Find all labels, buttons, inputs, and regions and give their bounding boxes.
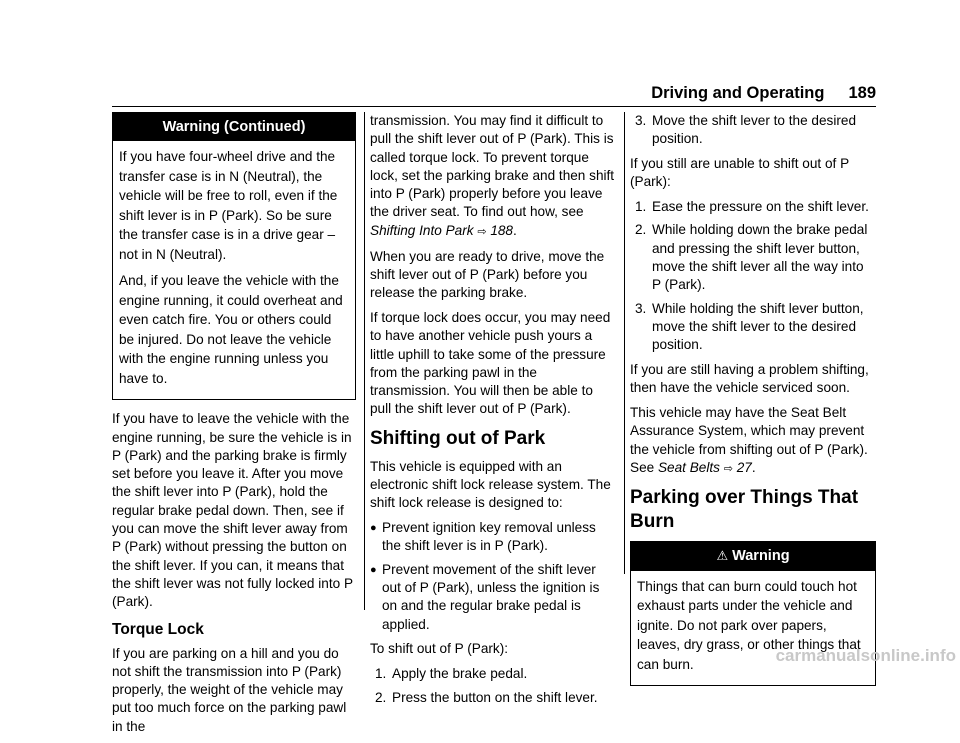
cross-reference-link[interactable]: Shifting Into Park: [370, 222, 474, 238]
cross-reference-link[interactable]: Seat Belts: [657, 460, 720, 476]
step-number: 3.: [635, 113, 647, 128]
body-paragraph: If torque lock does occur, you may need to have another vehicle push yours a little uphill to take some of the pressure from the parking pawl in the transmission. You will then be able to pull the shift lever out of P (Park).: [370, 309, 611, 417]
body-paragraph: If you still are unable to shift out of P (Park):: [630, 156, 849, 190]
column-3: [630, 112, 876, 696]
bullet-icon: ●: [370, 563, 377, 576]
list-item: [630, 300, 876, 355]
list-item: [630, 221, 876, 294]
column-2: [370, 112, 616, 713]
warning-paragraph: Things that can burn could touch hot exhaust parts under the vehicle and ignite. Do not park over papers, leaves, dry grass, or other things that can burn.: [637, 578, 861, 672]
step-list-continued: [630, 112, 876, 149]
heading-parking-over-things-that-burn: Parking over Things That Burn: [630, 487, 859, 533]
warning-triangle-icon: ⚠: [716, 548, 729, 564]
page-ref-number[interactable]: 27: [736, 460, 752, 476]
step-number: 2.: [375, 689, 387, 705]
heading-torque-lock: Torque Lock: [112, 620, 204, 638]
column-1: [112, 112, 356, 743]
page-number: 189: [848, 84, 876, 102]
column-divider: [364, 112, 365, 610]
step-number: 2.: [635, 222, 647, 238]
page-ref-number[interactable]: 188: [490, 222, 513, 238]
warning-title-text: Warning: [732, 548, 790, 565]
step-text: Ease the pressure on the shift lever.: [652, 199, 869, 215]
header-rule: [112, 106, 876, 107]
text-run: .: [513, 222, 517, 238]
list-item: [370, 689, 616, 707]
bullet-icon: ●: [370, 522, 377, 535]
body-paragraph: If you are still having a problem shifting, then have the vehicle serviced soon.: [630, 362, 869, 396]
page-ref-arrow-icon: ⇨: [723, 463, 733, 476]
page-ref-arrow-icon: ⇨: [477, 225, 487, 238]
step-list: [630, 198, 876, 354]
step-number: 1.: [375, 666, 387, 682]
page-header: [620, 84, 876, 103]
list-item: [630, 198, 876, 216]
text-run: transmission. You may find it difficult to pull the shift lever out of P (Park). This is called torque lock. To prevent torque lock, set the parking brake and then shift into P (Park) properly before you leave the driver seat. To find out how, see: [370, 113, 615, 220]
watermark: carmanualsonline.info: [775, 646, 956, 665]
warning-paragraph: If you have four-wheel drive and the transfer case is in N (Neutral), the vehicle will be free to roll, even if the shift lever is in P (Park). So be sure the transfer case is in a drive gear – not in N (Neutral).: [119, 149, 338, 262]
column-divider: [624, 112, 625, 574]
section-title: Driving and Operating: [651, 84, 825, 102]
warning-title: [631, 542, 875, 570]
step-text: While holding down the brake pedal and pressing the shift lever button, move the shift lever all the way into P (Park).: [652, 222, 868, 293]
body-paragraph: When you are ready to drive, move the shift lever out of P (Park) before you release the parking brake.: [370, 248, 605, 301]
list-item-text: Prevent ignition key removal unless the shift lever is in P (Park).: [382, 520, 596, 554]
body-paragraph: This vehicle is equipped with an electronic shift lock release system. The shift lock release is designed to:: [370, 458, 611, 511]
warning-continued-box: [112, 112, 356, 400]
list-item: [630, 112, 876, 149]
body-paragraph: [630, 404, 876, 478]
list-item: [370, 665, 616, 683]
warning-paragraph: And, if you leave the vehicle with the engine running, it could overheat and even catch fire. You or others could be injured. Do not leave the vehicle with the engine running unless you have to.: [119, 273, 343, 386]
step-number: 3.: [635, 300, 647, 316]
step-text: Move the shift lever to the desired position.: [652, 113, 857, 147]
list-item: [370, 519, 616, 556]
body-paragraph: If you are parking on a hill and you do not shift the transmission into P (Park) properly, the weight of the vehicle may put too much force on the parking pawl in the: [112, 645, 347, 734]
step-list: [370, 665, 616, 707]
text-run: .: [751, 460, 756, 476]
warning-continued-title: Warning (Continued): [113, 113, 355, 141]
list-item-text: Prevent movement of the shift lever out of P (Park), unless the ignition is on and the regular brake pedal is applied.: [382, 561, 600, 632]
bullet-list: [370, 519, 616, 634]
step-text: While holding the shift lever button, move the shift lever to the desired position.: [652, 300, 864, 353]
body-paragraph: To shift out of P (Park):: [370, 641, 509, 657]
step-number: 1.: [635, 199, 647, 215]
step-text: Press the button on the shift lever.: [392, 689, 598, 705]
body-paragraph: [370, 112, 616, 241]
step-text: Apply the brake pedal.: [392, 666, 528, 682]
list-item: [370, 561, 616, 634]
heading-shifting-out-of-park: Shifting out of Park: [370, 427, 546, 449]
text-run: This vehicle may have the Seat Belt Assurance System, which may prevent the vehicle from shifting out of P (Park). See: [630, 405, 868, 476]
body-paragraph: If you have to leave the vehicle with the engine running, be sure the vehicle is in P (Park) and the parking brake is firmly set before you leave it. After you move the shift lever into P (Park), hold the regular brake pedal down. Then, see if you can move the shift lever away from P (Park) without pressing the button on the shift lever. If you can, it means that the shift lever was not fully locked into P (Park).: [112, 411, 353, 610]
